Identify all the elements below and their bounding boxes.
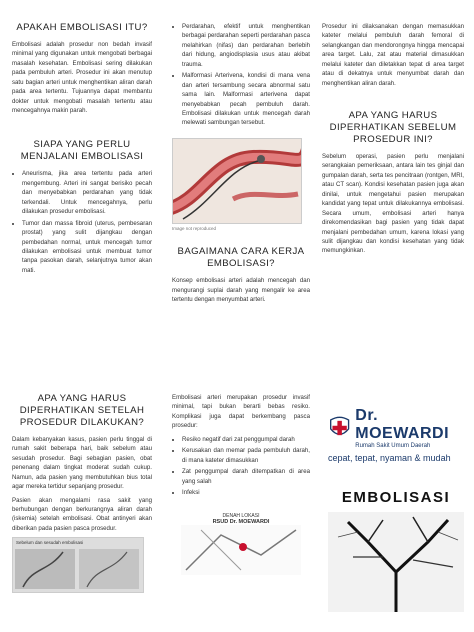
panel-after-procedure [0, 345, 160, 632]
hospital-emblem-icon [328, 415, 351, 441]
para-procedure: Prosedur ini dilaksanakan dengan memasukkan kateter melalui pembuluh darah femoral di selangkangan dan mendorongnya hingga mencapai area target. Lalu, zat atau material dimasukkan melalui kateter dan diletakkan tepat di area target atau di dekatnya untuk menyumbat darah dan menghentikan aliran darah. [322, 23, 464, 87]
heading-before-procedure: APA YANG HARUS DIPERHATIKAN SEBELUM PROSEDUR INI? [329, 110, 457, 146]
hospital-name: Dr. MOEWARDI [355, 407, 450, 442]
panel-what-is [0, 0, 160, 345]
map-title: DENAH LOKASI [222, 513, 260, 520]
panel-procedure [316, 0, 474, 345]
list-indications-cont [172, 22, 310, 128]
vessel-angiogram-icon [328, 512, 464, 612]
list-item: • Kerusakan dan memar pada pembuluh darah, di mana kateter dimasukkan [182, 446, 310, 465]
heading-what-is: APAKAH EMBOLISASI ITU? [16, 22, 148, 33]
artery-diagram-icon [173, 139, 301, 223]
list-item: • Aneurisma, jika area tertentu pada arteri mengembung. Arteri ini sangat berisiko pecah dan menyebabkan perdarahan yang tidak terkendali. Untuk mencegahnya, perlu dilakukan prosedur embolisasi. [22, 169, 152, 216]
map-icon [181, 525, 301, 575]
para-definition: Embolisasi adalah prosedur non bedah invasif minimal yang digunakan untuk mengobati berbagai masalah kesehatan. Embolisasi sering dilakukan pada pembuluh arteri. Prosedur ini akan menutup satu bagian arteri untuk menghentikan aliran darah pada area tertentu. Tujuannya dapat membantu dokter untuk mengobati masalah tertentu atau mencegahnya makin parah. [12, 40, 152, 115]
hospital-tagline: cepat, tepat, nyaman & mudah [328, 453, 451, 463]
heading-who-needs: SIAPA YANG PERLU MENJALANI EMBOLISASI [20, 139, 144, 163]
panel-risks [160, 345, 316, 632]
figure-label: Sebelum dan sesudah embolisasi [16, 540, 84, 546]
panel-indications-cont [160, 0, 316, 345]
before-after-angiogram [12, 537, 144, 593]
list-item: • Malformasi Arterivena, kondisi di mana vena dan arteri tersambung secara abnormal satu sama lain. Malformasi arterivena dapat menyebabkan pecah pembuluh darah. Embolisasi dilakukan untuk mencegah darah melewati sambungan tersebut. [182, 71, 310, 128]
para-pain: Pasien akan mengalami rasa sakit yang berhubungan dengan berkurangnya aliran darah (iskemia) setelah embolisasi. Obat antinyeri akan diberikan pada pasien pasca prosedur. [12, 496, 152, 532]
panel-cover [316, 345, 474, 632]
hospital-logo [328, 407, 464, 449]
heading-how-it-works: BAGAIMANA CARA KERJA EMBOLISASI? [177, 246, 305, 270]
hospital-subtitle: Rumah Sakit Umum Daerah [355, 443, 431, 449]
list-item: • Infeksi [182, 488, 310, 497]
location-map [172, 513, 310, 580]
angiogram-icon [13, 547, 141, 591]
para-hospital-stay: Dalam kebanyakan kasus, pasien perlu tinggal di rumah sakit beberapa hari, baik sebelum atau sesudah prosedur. Bagi sebagian pasien, obat penenang dalam tingkat moderat sudah cukup. Namun, ada pasien yang membutuhkan bius total agar mereka tertidur sepanjang prosedur. [12, 435, 152, 491]
leaflet-title: EMBOLISASI [341, 489, 451, 506]
list-item: • Perdarahan, efektif untuk menghentikan berbagai perdarahan seperti perdarahan pasca melahirkan (nifas) dan perdarahan berlebih dari hidung, angiodisplasia usus atau akibat trauma. [182, 22, 310, 69]
para-risks-intro: Embolisasi arteri merupakan prosedur invasif minimal, tapi bukan berarti bebas resiko. Komplikasi juga dapat berkembang pasca prosedur: [172, 394, 310, 430]
list-item: • Zat penggumpal darah ditempatkan di area yang salah [182, 467, 310, 486]
list-complications [172, 435, 310, 498]
heading-after-procedure: APA YANG HARUS DIPERHATIKAN SETELAH PROSEDUR DILAKUKAN? [19, 393, 145, 428]
list-indications [12, 169, 152, 275]
para-how-it-works: Konsep embolisasi arteri adalah mencegah dan mengurangi suplai darah yang mengalir ke area tertentu dengan menyumbat arteri. [172, 277, 310, 303]
list-item: • Resiko negatif dari zat penggumpal darah [182, 435, 310, 444]
list-item: • Tumor dan massa fibroid (uterus, pembesaran prostat) yang sulit dijangkau dengan pembedahan normal, untuk mencegah tumor dilakukan embolisasi untuk membuat tumor tanpa pasokan darah, selanjutnya tumor akan mati. [22, 219, 152, 276]
figure-caption: Image not reproduced [172, 225, 217, 231]
map-subtitle: RSUD Dr. MOEWARDI [212, 519, 270, 526]
para-before-procedure: Sebelum operasi, pasien perlu menjalani serangkaian pemeriksaan, antara lain tes ginjal dan gumpalan darah, serta tes pencitraan (rontgen, MRI, atau CT scan). Kondisi kesehatan pasien juga akan dinilai, untuk mengetahui pasien merupakan kandidat yang tepat untuk dilakukannya embolisasi. Secara umum, embolisasi arteri hanya direkomendasikan bagi pasien yang tidak dapat menjalani pembedahan umum, karena lokasi yang sulit dijangkau dan kondisi kesehatan yang tidak memungkinkan. [322, 153, 464, 255]
catheter-illustration [172, 138, 302, 224]
